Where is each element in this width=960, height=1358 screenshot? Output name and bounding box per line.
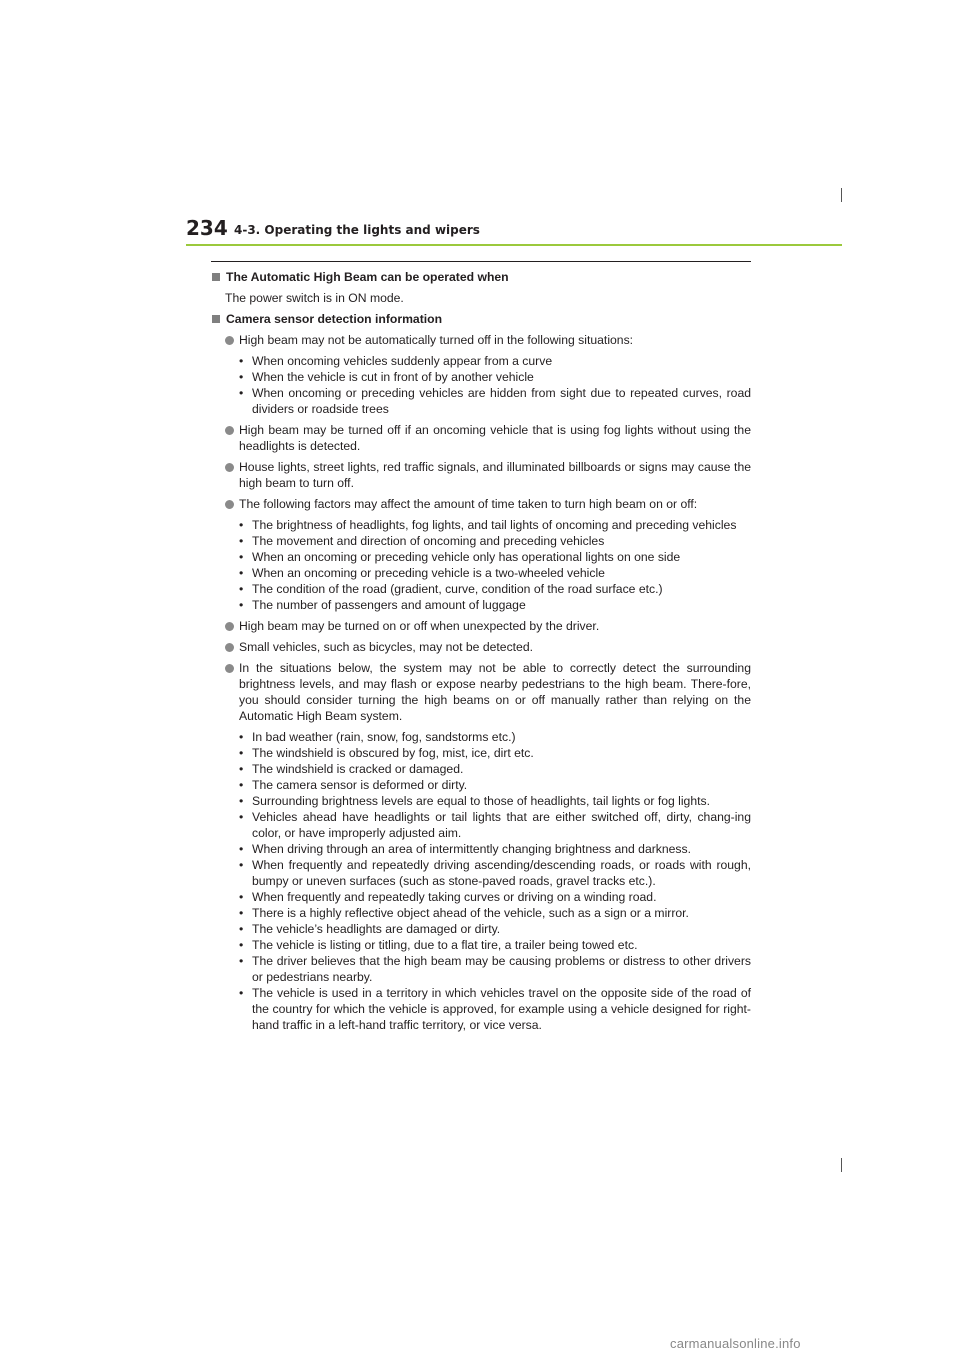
sub-list-item-text: When oncoming vehicles suddenly appear from a curve [252,354,553,368]
sub-list-item [239,761,751,777]
sub-list-item-text: There is a highly reflective object ahead of the vehicle, such as a sign or a mirror. [252,906,689,920]
list-item [211,422,751,454]
sub-list [211,353,751,417]
chapter-title: 4-3. Operating the lights and wipers [234,223,480,237]
small-bullet-icon: • [239,986,244,1000]
list-item [211,660,751,724]
sub-list-item-text: The vehicle is used in a territory in which vehicles travel on the opposite side of the road of the country for which the vehicle is approved, for example using a vehicle designed for right-hand traffic in a left-hand traffic territory, or vice versa. [252,986,751,1032]
list-item-text: Small vehicles, such as bicycles, may not be detected. [239,640,533,654]
small-bullet-icon: • [239,778,244,792]
sub-list-item-text: In bad weather (rain, snow, fog, sandstorms etc.) [252,730,516,744]
sub-list-item-text: The windshield is obscured by fog, mist, ice, dirt etc. [252,746,534,760]
sub-list-item [239,841,751,857]
page-content [211,269,751,1033]
list-item-text: High beam may be turned off if an oncoming vehicle that is using fog lights without using the headlights is detected. [239,423,751,453]
small-bullet-icon: • [239,762,244,776]
square-bullet-icon [212,315,220,323]
list-item [211,639,751,655]
section-heading [211,269,751,285]
circle-bullet-icon [225,336,234,345]
sub-list-item [239,581,751,597]
small-bullet-icon: • [239,922,244,936]
sub-list-item [239,905,751,921]
sub-list-item [239,889,751,905]
sub-list-item [239,369,751,385]
section-text: The power switch is in ON mode. [225,291,404,305]
list-item-text: High beam may be turned on or off when unexpected by the driver. [239,619,600,633]
sub-list-item [239,729,751,745]
sub-list-item-text: The vehicle is listing or titling, due to a flat tire, a trailer being towed etc. [252,938,638,952]
sub-list-item [239,937,751,953]
small-bullet-icon: • [239,534,244,548]
small-bullet-icon: • [239,550,244,564]
section-heading [211,311,751,327]
small-bullet-icon: • [239,598,244,612]
section-rule [211,261,751,262]
list-item [211,332,751,348]
small-bullet-icon: • [239,890,244,904]
sub-list-item [239,549,751,565]
list-item [211,459,751,491]
sub-list [211,517,751,613]
small-bullet-icon: • [239,566,244,580]
sub-list-item [239,921,751,937]
small-bullet-icon: • [239,730,244,744]
sub-list-item [239,385,751,417]
sub-list-item-text: Surrounding brightness levels are equal to those of headlights, tail lights or fog lights. [252,794,710,808]
sub-list-item-text: The driver believes that the high beam may be causing problems or distress to other drivers or pedestrians nearby. [252,954,751,984]
sub-list-item-text: When an oncoming or preceding vehicle only has operational lights on one side [252,550,681,564]
list-item-text: House lights, street lights, red traffic signals, and illuminated billboards or signs may cause the high beam to turn off. [239,460,751,490]
sub-list-item-text: When an oncoming or preceding vehicle is a two-wheeled vehicle [252,566,605,580]
sub-list-item-text: The windshield is cracked or damaged. [252,762,464,776]
sub-list-item-text: When frequently and repeatedly driving ascending/descending roads, or roads with rough, bumpy or uneven surfaces (such as stone-paved roads, gravel tracks etc.). [252,858,751,888]
sub-list-item [239,793,751,809]
list-item [211,496,751,512]
sub-list-item [239,533,751,549]
sub-list [211,729,751,1033]
small-bullet-icon: • [239,354,244,368]
page-number: 234 [186,216,228,240]
sub-list-item-text: When oncoming or preceding vehicles are hidden from sight due to repeated curves, road dividers or roadside trees [252,386,751,416]
small-bullet-icon: • [239,858,244,872]
sub-list-item [239,857,751,889]
small-bullet-icon: • [239,794,244,808]
sub-list-item-text: The vehicle’s headlights are damaged or dirty. [252,922,501,936]
list-item-text: In the situations below, the system may not be able to correctly detect the surrounding brightness levels, and may flash or expose nearby pedestrians to the high beam. There-fore, you should consider turning the high beams on or off manually rather than relying on the Automatic High Beam system. [239,661,751,723]
small-bullet-icon: • [239,370,244,384]
sub-list-item [239,985,751,1033]
small-bullet-icon: • [239,906,244,920]
sub-list-item-text: When the vehicle is cut in front of by another vehicle [252,370,534,384]
circle-bullet-icon [225,643,234,652]
small-bullet-icon: • [239,938,244,952]
sub-list-item-text: The brightness of headlights, fog lights, and tail lights of oncoming and preceding vehicles [252,518,737,532]
circle-bullet-icon [225,664,234,673]
sub-list-item [239,597,751,613]
sub-list-item [239,745,751,761]
section [211,311,751,1033]
circle-bullet-icon [225,622,234,631]
sub-list-item [239,353,751,369]
list-item-text: The following factors may affect the amount of time taken to turn high beam on or off: [239,497,698,511]
sub-list-item [239,777,751,793]
small-bullet-icon: • [239,954,244,968]
header-rule [186,244,842,246]
sub-list-item-text: The number of passengers and amount of luggage [252,598,526,612]
sub-list-item-text: The condition of the road (gradient, curve, condition of the road surface etc.) [252,582,663,596]
sub-list-item-text: When frequently and repeatedly taking curves or driving on a winding road. [252,890,657,904]
list-item-text: High beam may not be automatically turned off in the following situations: [239,333,634,347]
circle-bullet-icon [225,463,234,472]
sub-list-item-text: Vehicles ahead have headlights or tail lights that are either switched off, dirty, chang-ing color, or have improperly adjusted aim. [252,810,751,840]
sub-list-item [239,953,751,985]
sub-list-item [239,565,751,581]
small-bullet-icon: • [239,582,244,596]
sub-list-item-text: When driving through an area of intermittently changing brightness and darkness. [252,842,692,856]
small-bullet-icon: • [239,842,244,856]
sub-list-item-text: The camera sensor is deformed or dirty. [252,778,468,792]
sub-list-item-text: The movement and direction of oncoming and preceding vehicles [252,534,605,548]
section-heading-text: The Automatic High Beam can be operated when [226,270,509,284]
small-bullet-icon: • [239,518,244,532]
crop-mark-bottom [841,1158,842,1172]
section-heading-text: Camera sensor detection information [226,312,443,326]
sub-list-item [239,517,751,533]
square-bullet-icon [212,273,220,281]
list-item [211,618,751,634]
sub-list-item [239,809,751,841]
circle-bullet-icon [225,500,234,509]
section [211,269,751,306]
small-bullet-icon: • [239,386,244,400]
small-bullet-icon: • [239,746,244,760]
watermark: carmanualsonline.info [670,1336,801,1351]
page-header [186,216,842,246]
small-bullet-icon: • [239,810,244,824]
circle-bullet-icon [225,426,234,435]
crop-mark-top [841,188,842,202]
